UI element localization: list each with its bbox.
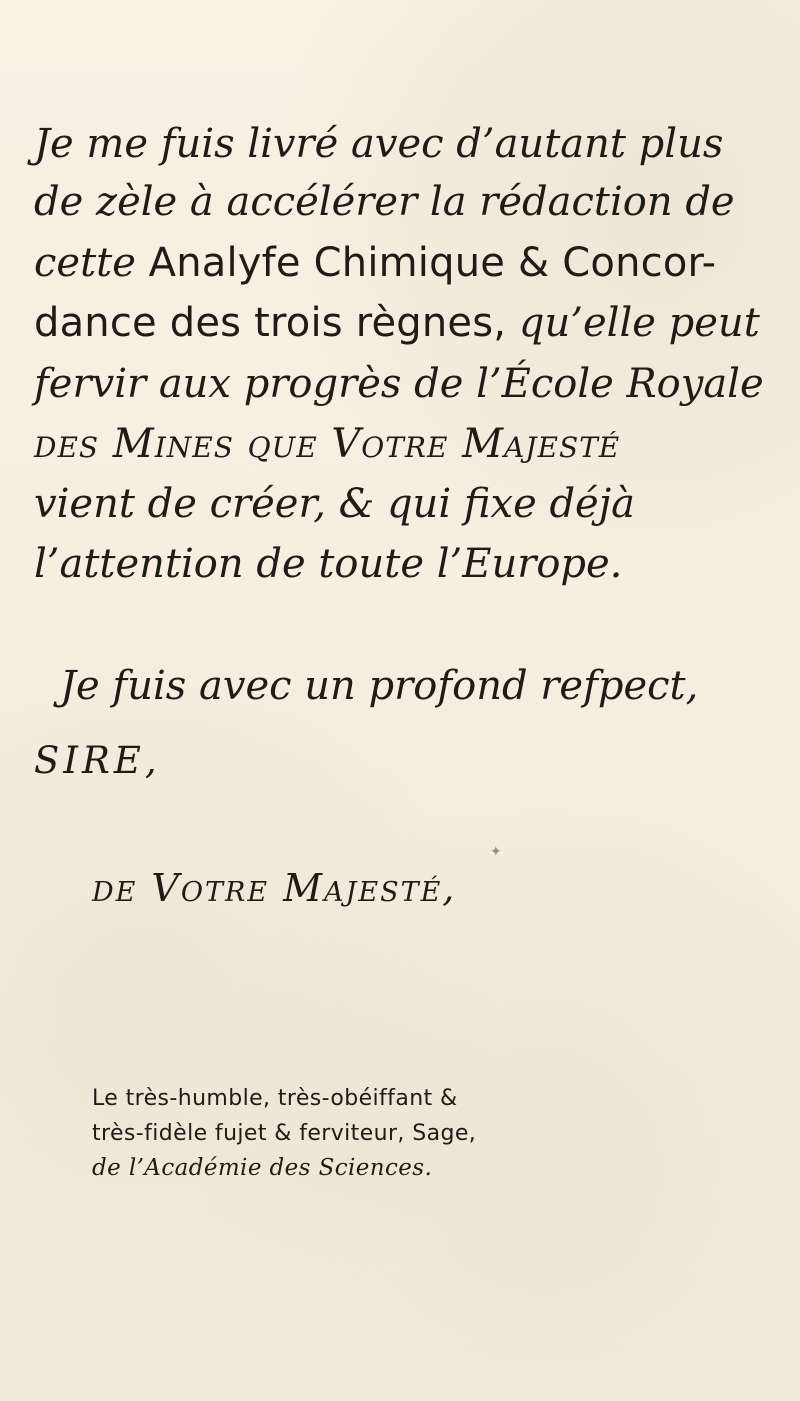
salutation-sire: SIRE, [34, 739, 161, 782]
signature-line-2: très-fidèle fujet & ferviteur, Sage, [92, 1121, 477, 1146]
text-line-9: Je fuis avec un profond refpect, [60, 663, 699, 709]
closing-votre-majeste: de Votre Majesté, [92, 866, 457, 910]
text-line-8: l’attention de toute l’Europe. [34, 541, 623, 587]
ornament-mark: ✦ [490, 844, 502, 860]
text-line-1: Je me fuis livré avec d’autant plus [34, 121, 724, 167]
signature-line-1: Le très-humble, très-obéiffant & [92, 1086, 458, 1111]
text-line-3-rest: Analyfe Chimique & Concor- [148, 240, 717, 286]
text-line-4 [34, 297, 768, 349]
text-line-4-suffix: qu’elle peut [518, 300, 760, 346]
signature-line-3: de l’Académie des Sciences. [92, 1155, 433, 1181]
text-line-3-prefix: cette [34, 240, 136, 286]
text-line-6: des Mines que Votre Majesté [34, 421, 621, 467]
text-line-7: vient de créer, & qui fixe déjà [34, 481, 635, 527]
text-line-4-prefix: dance des trois règnes, [34, 300, 507, 346]
text-line-3 [34, 237, 768, 289]
text-line-5: fervir aux progrès de l’École Royale [34, 361, 764, 407]
text-line-2: de zèle à accélérer la rédaction de [34, 179, 735, 225]
